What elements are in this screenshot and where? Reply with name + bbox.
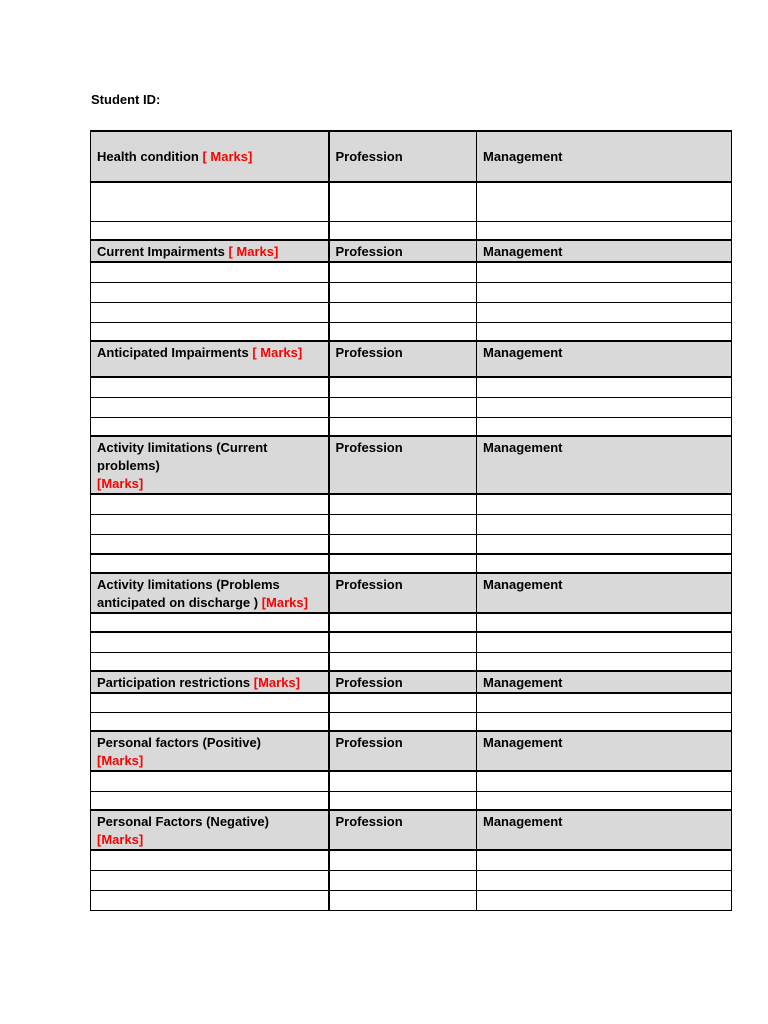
cell[interactable] (477, 554, 732, 573)
section-title: Activity limitations (Current problems) [Marks] (91, 436, 329, 494)
cell[interactable] (91, 377, 329, 397)
table-row (91, 514, 732, 534)
cell[interactable] (329, 890, 477, 910)
cell[interactable] (91, 221, 329, 240)
cell[interactable] (91, 534, 329, 554)
management-header: Management (477, 341, 732, 377)
table-row (91, 302, 732, 322)
cell[interactable] (91, 494, 329, 514)
section-title: Participation restrictions [Marks] (91, 671, 329, 693)
cell[interactable] (329, 850, 477, 870)
section-header-personal-factors-positive (91, 731, 732, 771)
marks-label: [Marks] (97, 753, 144, 768)
section-title: Current Impairments [ Marks] (91, 240, 329, 262)
cell[interactable] (91, 632, 329, 652)
cell[interactable] (91, 693, 329, 712)
profession-header: Profession (329, 341, 477, 377)
cell[interactable] (91, 771, 329, 791)
marks-label: [ Marks] (228, 244, 279, 259)
cell[interactable] (329, 377, 477, 397)
cell[interactable] (91, 322, 329, 341)
cell[interactable] (329, 221, 477, 240)
cell[interactable] (329, 182, 477, 221)
marks-label: [Marks] (97, 832, 144, 847)
cell[interactable] (329, 514, 477, 534)
cell[interactable] (329, 693, 477, 712)
cell[interactable] (477, 302, 732, 322)
cell[interactable] (91, 302, 329, 322)
management-header: Management (477, 810, 732, 850)
table-row (91, 494, 732, 514)
table-row (91, 182, 732, 221)
management-header: Management (477, 731, 732, 771)
section-title: Activity limitations (Problems anticipated on discharge ) [Marks] (91, 573, 329, 613)
cell[interactable] (329, 632, 477, 652)
section-title: Personal Factors (Negative) [Marks] (91, 810, 329, 850)
cell[interactable] (329, 302, 477, 322)
marks-label: [Marks] (261, 595, 308, 610)
cell[interactable] (91, 514, 329, 534)
profession-header: Profession (329, 810, 477, 850)
cell[interactable] (329, 791, 477, 810)
student-id-label: Student ID: (91, 92, 161, 107)
cell[interactable] (477, 322, 732, 341)
section-header-anticipated-impairments (91, 341, 732, 377)
cell[interactable] (329, 494, 477, 514)
cell[interactable] (329, 712, 477, 731)
section-header-participation-restrictions (91, 671, 732, 693)
cell[interactable] (477, 221, 732, 240)
section-header-health-condition (91, 131, 732, 182)
section-header-personal-factors-negative (91, 810, 732, 850)
cell[interactable] (91, 182, 329, 221)
cell[interactable] (477, 613, 732, 632)
management-header: Management (477, 131, 732, 182)
cell[interactable] (91, 890, 329, 910)
cell[interactable] (329, 870, 477, 890)
cell[interactable] (329, 652, 477, 671)
table-row (91, 322, 732, 341)
table-row (91, 652, 732, 671)
table-row (91, 712, 732, 731)
table-row (91, 417, 732, 436)
management-header: Management (477, 240, 732, 262)
cell[interactable] (91, 652, 329, 671)
marks-label: [ Marks] (202, 148, 253, 164)
section-title: Personal factors (Positive) [Marks] (91, 731, 329, 771)
cell[interactable] (477, 890, 732, 910)
cell[interactable] (329, 262, 477, 282)
cell[interactable] (477, 262, 732, 282)
cell[interactable] (477, 182, 732, 221)
cell[interactable] (477, 417, 732, 436)
section-header-current-impairments (91, 240, 732, 262)
profession-header: Profession (329, 671, 477, 693)
management-header: Management (477, 671, 732, 693)
table-row (91, 534, 732, 554)
marks-label: [Marks] (253, 675, 301, 690)
cell[interactable] (91, 870, 329, 890)
cell[interactable] (477, 282, 732, 302)
section-header-activity-limitations-current (91, 436, 732, 494)
table-row (91, 397, 732, 417)
cell[interactable] (477, 652, 732, 671)
table-row (91, 771, 732, 791)
cell[interactable] (91, 712, 329, 731)
table-row (91, 554, 732, 573)
cell[interactable] (477, 377, 732, 397)
cell[interactable] (477, 870, 732, 890)
cell[interactable] (329, 771, 477, 791)
table-row (91, 890, 732, 910)
management-header: Management (477, 573, 732, 613)
table-row (91, 262, 732, 282)
assessment-table (90, 130, 732, 911)
cell[interactable] (329, 554, 477, 573)
profession-header: Profession (329, 731, 477, 771)
cell[interactable] (91, 613, 329, 632)
table-row (91, 377, 732, 397)
cell[interactable] (91, 417, 329, 436)
cell[interactable] (91, 282, 329, 302)
cell[interactable] (91, 850, 329, 870)
cell[interactable] (329, 613, 477, 632)
cell[interactable] (477, 771, 732, 791)
cell[interactable] (477, 632, 732, 652)
table-row (91, 282, 732, 302)
cell[interactable] (477, 850, 732, 870)
marks-label: [Marks] (97, 476, 144, 491)
cell[interactable] (91, 397, 329, 417)
table-row (91, 850, 732, 870)
management-header: Management (477, 436, 732, 494)
table-row (91, 693, 732, 712)
cell[interactable] (329, 322, 477, 341)
cell[interactable] (91, 554, 329, 573)
cell[interactable] (477, 693, 732, 712)
section-header-activity-limitations-discharge (91, 573, 732, 613)
cell[interactable] (91, 262, 329, 282)
section-title: Health condition [ Marks] (91, 131, 329, 182)
profession-header: Profession (329, 573, 477, 613)
cell[interactable] (329, 417, 477, 436)
cell[interactable] (329, 534, 477, 554)
marks-label: [ Marks] (252, 345, 303, 360)
section-title: Anticipated Impairments [ Marks] (91, 341, 329, 377)
cell[interactable] (329, 397, 477, 417)
cell[interactable] (477, 534, 732, 554)
cell[interactable] (329, 282, 477, 302)
table-row (91, 632, 732, 652)
table-row (91, 791, 732, 810)
profession-header: Profession (329, 436, 477, 494)
table-row (91, 870, 732, 890)
cell[interactable] (477, 514, 732, 534)
cell[interactable] (477, 791, 732, 810)
profession-header: Profession (329, 240, 477, 262)
profession-header: Profession (329, 131, 477, 182)
cell[interactable] (477, 397, 732, 417)
cell[interactable] (91, 791, 329, 810)
table-row (91, 613, 732, 632)
table-row (91, 221, 732, 240)
cell[interactable] (477, 712, 732, 731)
cell[interactable] (477, 494, 732, 514)
